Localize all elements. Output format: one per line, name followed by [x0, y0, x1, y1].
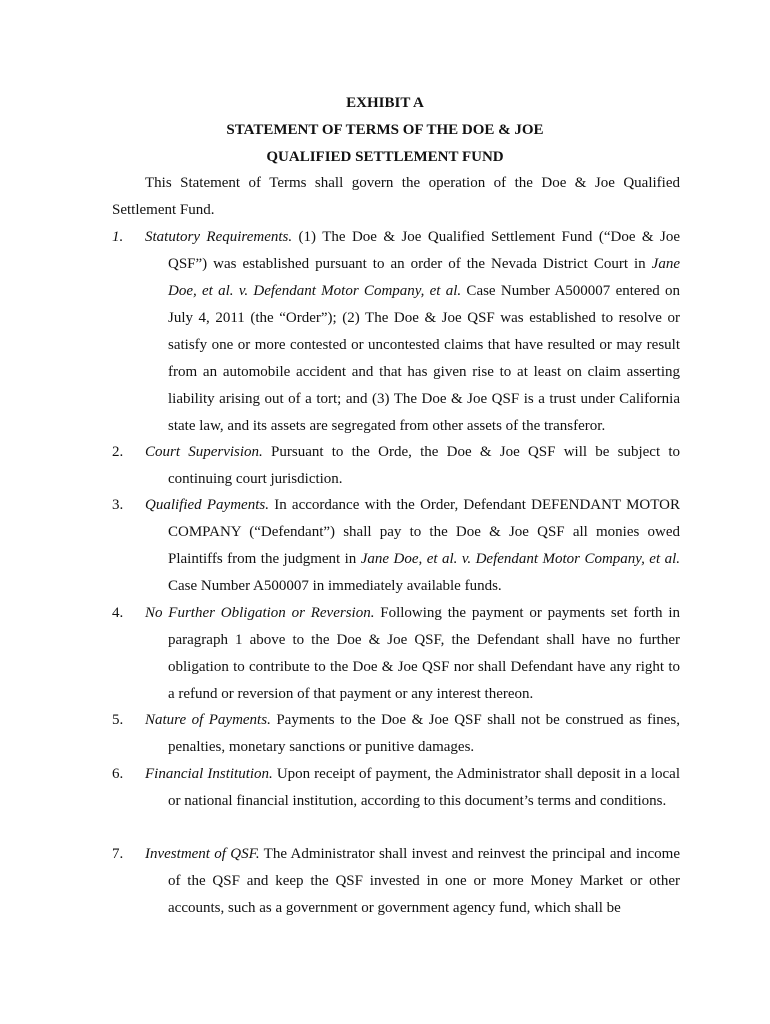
section-title: Statutory Requirements.	[145, 229, 293, 245]
section-7	[112, 841, 680, 922]
section-text: Upon receipt of payment, the Administrator shall deposit in a local or national financial institution, according to this document’s terms and conditions.	[168, 766, 680, 809]
section-text: (1) The Doe & Joe Qualified Settlement Fund (“Doe & Joe QSF”) was established pursuant to an order of the Nevada District Court in	[168, 229, 681, 272]
section-title: Court Supervision.	[145, 444, 263, 460]
section-number: 1.	[112, 229, 124, 245]
section-6	[112, 761, 680, 815]
exhibit-label: EXHIBIT A	[346, 95, 424, 111]
section-title: Financial Institution.	[145, 766, 273, 782]
section-number: 5.	[112, 712, 124, 728]
section-title: Qualified Payments.	[145, 497, 269, 513]
section-title: Investment of QSF.	[145, 846, 260, 862]
section-number: 7.	[112, 846, 124, 862]
section-1	[112, 224, 680, 440]
case-name: Jane Doe, et al. v. Defendant Motor Company, et al.	[360, 551, 680, 567]
section-text: The Administrator shall invest and reinvest the principal and income of the QSF and keep the QSF invested in one or more Money Market or other accounts, such as a government or government agency fund, which shall be	[168, 846, 681, 916]
document-title-line-2: QUALIFIED SETTLEMENT FUND	[266, 149, 504, 165]
section-number: 3.	[112, 497, 124, 513]
section-text: Payments to the Doe & Joe QSF shall not be construed as fines, penalties, monetary sanctions or punitive damages.	[168, 712, 681, 755]
section-2	[112, 439, 680, 493]
intro-paragraph: This Statement of Terms shall govern the operation of the Doe & Joe Qualified Settlement Fund.	[112, 175, 680, 218]
section-title: Nature of Payments.	[145, 712, 271, 728]
section-text-cont: Case Number A500007 in immediately available funds.	[168, 578, 502, 594]
section-3	[112, 492, 680, 600]
case-name: Jane Doe, et al. v. Defendant Motor Company, et al.	[168, 256, 680, 299]
document-title-line-1: STATEMENT OF TERMS OF THE DOE & JOE	[226, 122, 544, 138]
section-title: No Further Obligation or Reversion.	[145, 605, 375, 621]
section-text: Following the payment or payments set forth in paragraph 1 above to the Doe & Joe QSF, the Defendant shall have no further obligation to contribute to the Doe & Joe QSF nor shall Defendant have any right to a refund or reversion of that payment or any interest thereon.	[168, 605, 680, 702]
section-text-cont: Case Number A500007 entered on July 4, 2011 (the “Order”); (2) The Doe & Joe QSF was established to resolve or satisfy one or more contested or uncontested claims that have resulted or may result from an automobile accident and that has given rise to at least on claim asserting liability arising out of a tort; and (3) The Doe & Joe QSF is a trust under California state law, and its assets are segregated from other assets of the transferor.	[168, 283, 681, 434]
section-4	[112, 600, 680, 708]
section-text: Pursuant to the Orde, the Doe & Joe QSF will be subject to continuing court jurisdiction.	[168, 444, 680, 487]
section-number: 4.	[112, 605, 124, 621]
section-5	[112, 707, 680, 761]
section-text: In accordance with the Order, Defendant DEFENDANT MOTOR COMPANY (“Defendant”) shall pay to the Doe & Joe QSF all monies owed Plaintiffs from the judgment in	[168, 497, 680, 567]
section-number: 2.	[112, 444, 124, 460]
section-number: 6.	[112, 766, 124, 782]
